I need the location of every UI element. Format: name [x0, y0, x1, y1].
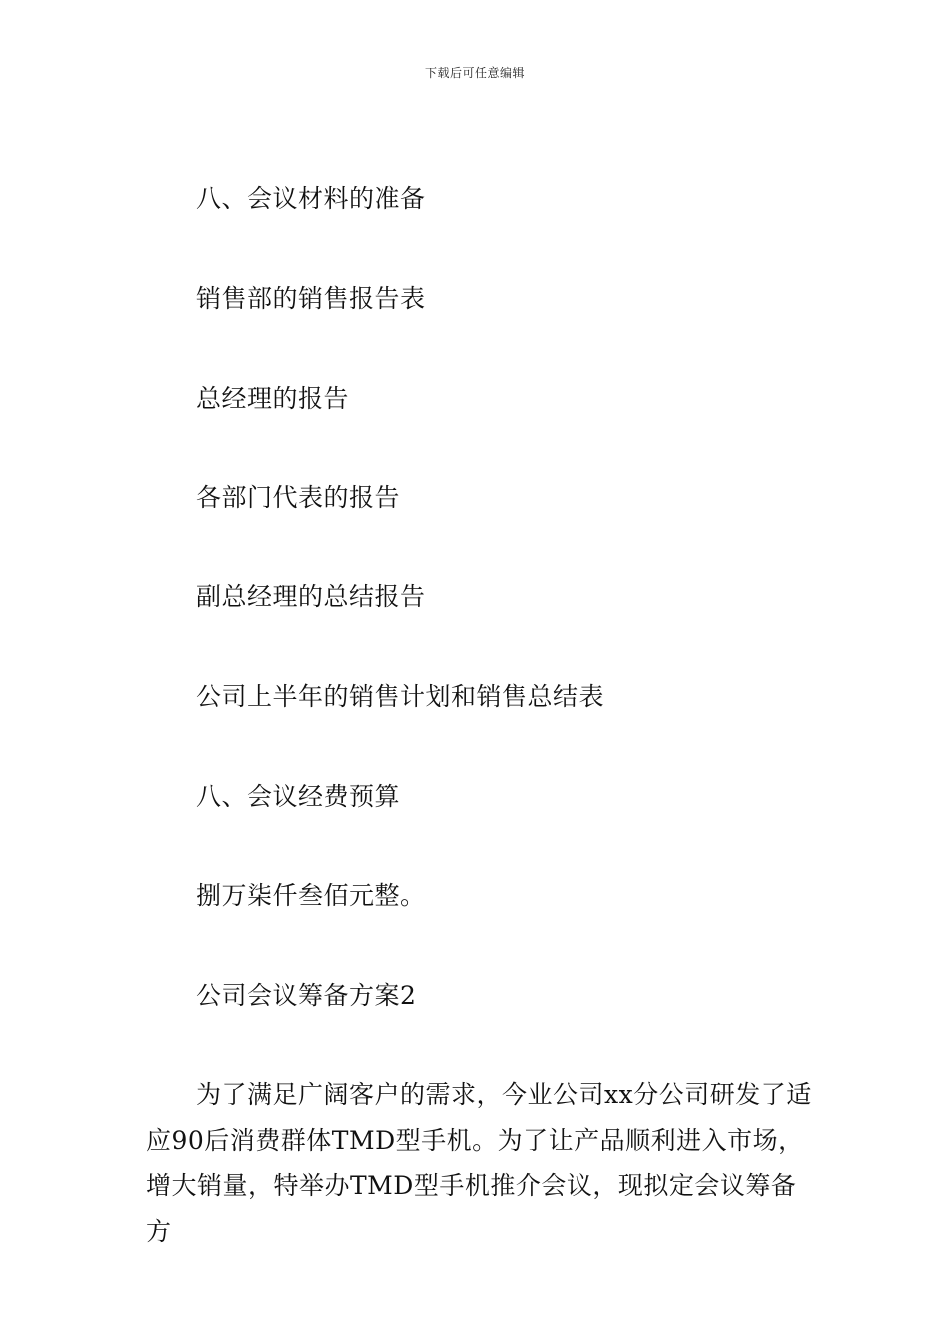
page-header-note: 下载后可任意编辑 [424, 66, 525, 80]
body-paragraph [146, 1072, 816, 1254]
budget-amount: 捌万柒仟叁佰元整。 [196, 881, 426, 910]
section-heading-materials: 八、会议材料的准备 [196, 184, 426, 213]
list-item: 销售部的销售报告表 [196, 284, 426, 313]
list-item: 副总经理的总结报告 [196, 582, 426, 611]
list-item: 公司上半年的销售计划和销售总结表 [196, 682, 605, 711]
list-item: 各部门代表的报告 [196, 483, 401, 512]
document-subtitle: 公司会议筹备方案2 [196, 981, 417, 1010]
list-item: 总经理的报告 [196, 384, 350, 413]
paragraph-text: 为了满足广阔客户的需求，今业公司xx分公司研发了适应90后消费群体TMD型手机。为了让产品顺利进入市场，增大销量，特举办TMD型手机推介会议，现拟定会议筹备方 [146, 1080, 812, 1246]
section-heading-budget: 八、会议经费预算 [196, 782, 401, 811]
